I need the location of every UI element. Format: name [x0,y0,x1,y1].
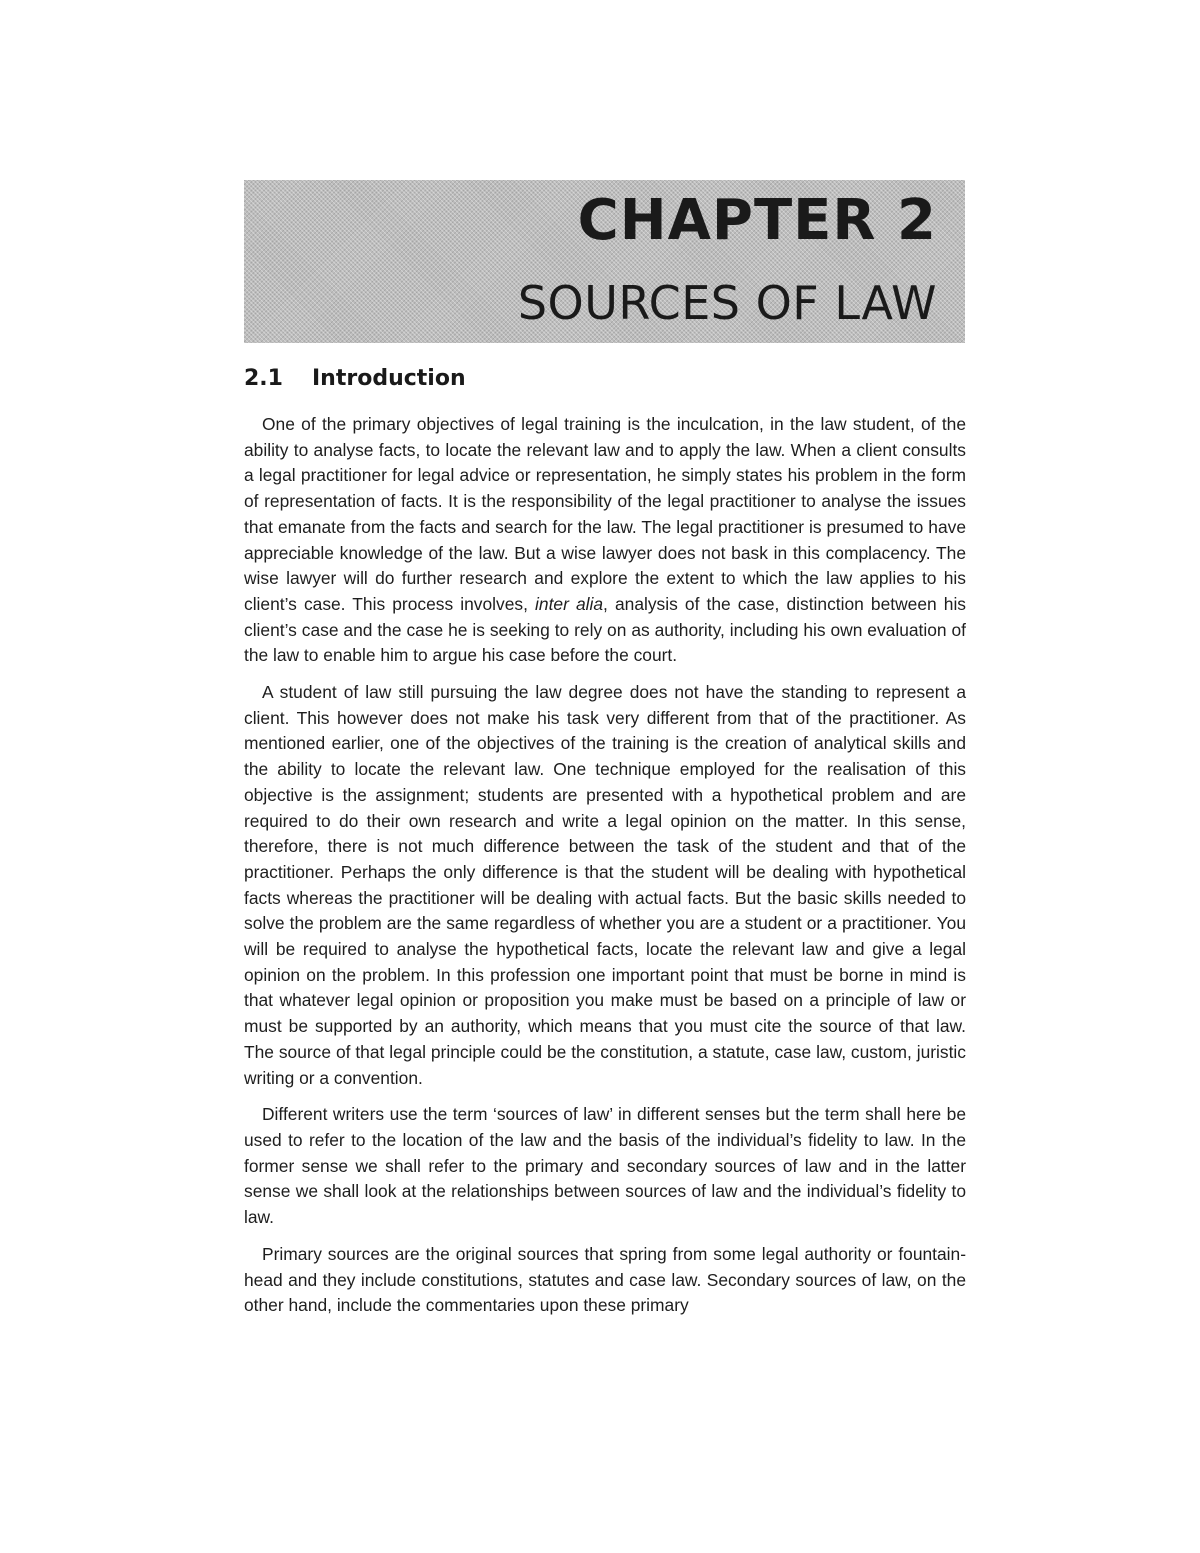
paragraph-3: Different writers use the term ‘sources of law’ in different senses but the term shall here be used to refer to the location of the law and the basis of the individual’s fidelity to law. In the former sense we shall refer to the primary and secondary sources of law and in the latter sense we shall look at the relationships between sources of law and the individual’s fidelity to law. [244,1104,966,1228]
section-heading [244,366,466,391]
chapter-number: CHAPTER 2 [577,188,937,253]
paragraph-1-italic-term: inter alia [535,593,604,614]
section-number: 2.1 [244,366,283,391]
chapter-title: SOURCES OF LAW [517,276,937,330]
paragraph-4: Primary sources are the original sources that spring from some legal authority or fountain-head and they include constitutions, statutes and case law. Secondary sources of law, on the other hand, include the commentaries upon these primary [244,1243,966,1316]
chapter-banner [244,180,965,343]
paragraph-1-text-start: One of the primary objectives of legal training is the inculcation, in the law student, of the ability to analyse facts, to locate the relevant law and to apply the law. When a client consults a legal practitioner for legal advice or representation, he simply states his problem in the form of representation of facts. It is the responsibility of the legal practitioner to analyse the issues that emanate from the facts and search for the law. The legal practitioner is presumed to have appreciable knowledge of the law. But a wise lawyer does not bask in this complacency. The wise lawyer will do further research and explore the extent to which the law applies to his client’s case. This process involves, [244,414,966,614]
section-title: Introduction [312,366,466,391]
paragraph-1 [244,412,966,669]
paragraph-1-text-end: , analysis of the case, distinction between his client’s case and the case he is seeking to rely on as authority, including his own evaluation of the law to enable him to argue his case before the court. [244,593,966,666]
paragraph-2: A student of law still pursuing the law degree does not have the standing to represent a client. This however does not make his task very different from that of the practitioner. As mentioned earlier, one of the objectives of the training is the creation of analytical skills and the ability to locate the relevant law. One technique employed for the realisation of this objective is the assignment; students are presented with a hypothetical problem and are required to do their own research and write a legal opinion on the matter. In this sense, therefore, there is not much difference between the task of the student and that of the practitioner. Perhaps the only difference is that the student will be dealing with hypothetical facts whereas the practitioner will be dealing with actual facts. But the basic skills needed to solve the problem are the same regardless of whether you are a student or a practitioner. You will be required to analyse the hypothetical facts, locate the relevant law and give a legal opinion on the problem. In this profession one important point that must be borne in mind is that whatever legal opinion or proposition you make must be based on a principle of law or must be supported by an authority, which means that you must cite the source of that law. The source of that legal principle could be the constitution, a statute, case law, custom, juristic writing or a convention. [244,682,966,1088]
body-text [244,412,966,1330]
